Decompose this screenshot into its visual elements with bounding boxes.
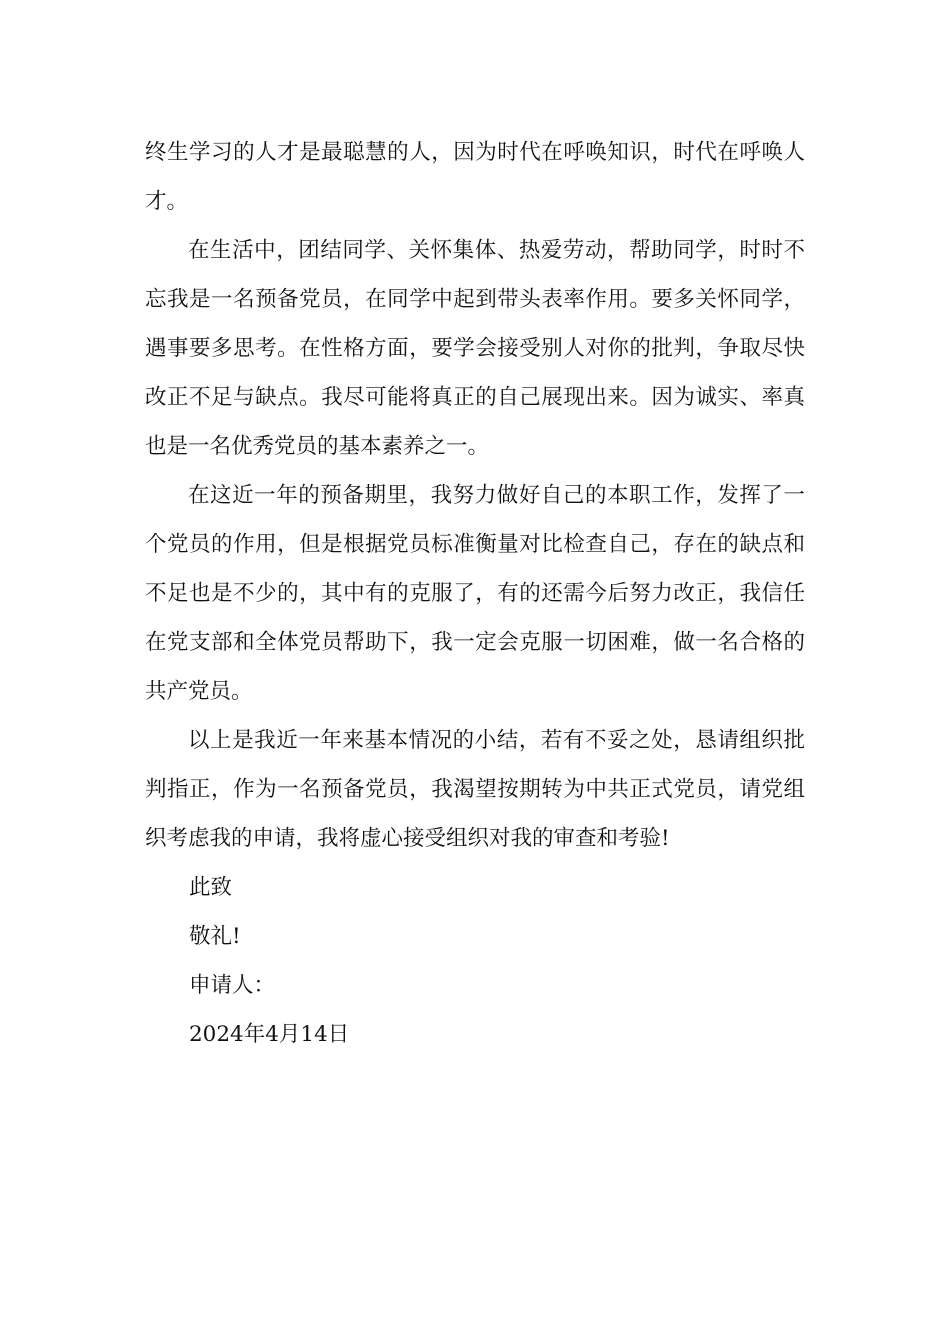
paragraph-4: 以上是我近一年来基本情况的小结，若有不妥之处，恳请组织批判指正，作为一名预备党员，我渴望按期转为中共正式党员，请党组织考虑我的申请，我将虚心接受组织对我的审查和考验! bbox=[145, 728, 805, 851]
paragraph-1: 终生学习的人才是最聪慧的人，因为时代在呼唤知识，时代在呼唤人才。 bbox=[145, 140, 805, 214]
document-date: 2024年4月14日 bbox=[189, 1022, 350, 1047]
closing-regards: 敬礼! bbox=[189, 924, 241, 949]
applicant-label: 申请人： bbox=[189, 973, 276, 998]
paragraph-3: 在这近一年的预备期里，我努力做好自己的本职工作，发挥了一个党员的作用，但是根据党员标准衡量对比检查自己，存在的缺点和不足也是不少的，其中有的克服了，有的还需今后努力改正，我信任在党支部和全体党员帮助下，我一定会克服一切困难，做一名合格的共产党员。 bbox=[145, 483, 805, 704]
closing-salutation: 此致 bbox=[189, 875, 233, 900]
paragraph-2: 在生活中，团结同学、关怀集体、热爱劳动，帮助同学，时时不忘我是一名预备党员，在同学中起到带头表率作用。要多关怀同学，遇事要多思考。在性格方面，要学会接受别人对你的批判，争取尽快改正不足与缺点。我尽可能将真正的自己展现出来。因为诚实、率真也是一名优秀党员的基本素养之一。 bbox=[145, 238, 805, 459]
document-page bbox=[145, 128, 805, 1059]
